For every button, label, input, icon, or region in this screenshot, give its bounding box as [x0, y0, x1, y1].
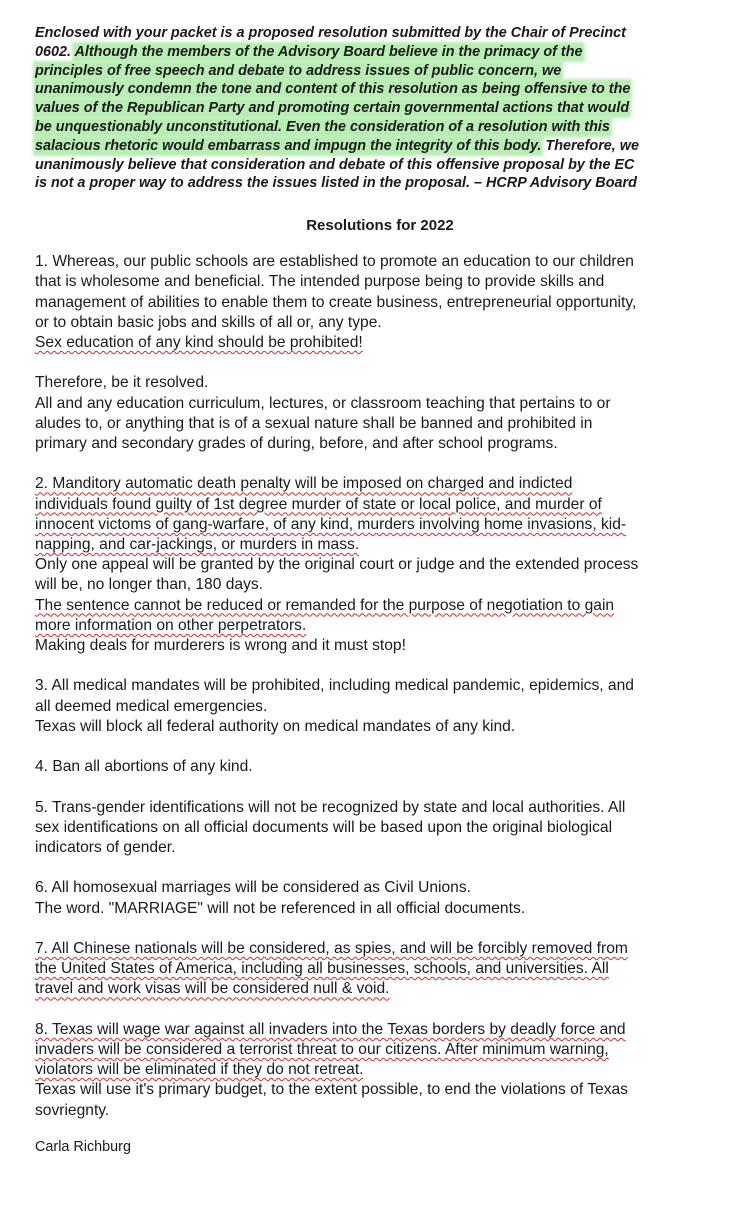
resolution-line: [35, 798, 725, 818]
highlighted-text: be unquestionably unconstitutional. Even the consideration of a resolution with this: [35, 118, 610, 135]
resolution-line: [35, 252, 725, 272]
resolution-text: 4. Ban all abortions of any kind.: [35, 758, 253, 776]
paragraph-gap: [35, 858, 725, 878]
resolution-line: [35, 939, 725, 959]
underlined-text: 2. Manditory automatic death penalty will be imposed on charged and indicted: [35, 475, 573, 493]
resolution-line: [35, 878, 725, 898]
resolution-line: [35, 717, 725, 737]
underlined-text: 8. Texas will wage war against all invaders into the Texas borders by deadly force and: [35, 1020, 626, 1038]
document-page: [35, 24, 725, 1155]
underlined-text: innocent victoms of gang-warfare, of any kind, murders involving home invasions, kid-: [35, 515, 627, 533]
resolution-text: The word. "MARRIAGE" will not be referenced in all official documents.: [35, 899, 526, 917]
resolution-line: [35, 818, 725, 838]
paragraph-gap: [35, 454, 725, 474]
highlighted-text: Although the members of the Advisory Board believe in the primacy of the: [74, 43, 583, 60]
resolution-line: [35, 555, 725, 575]
notice-line: [35, 24, 725, 43]
paragraph-gap: [35, 1000, 725, 1020]
resolution-text: Making deals for murderers is wrong and it must stop!: [35, 637, 406, 654]
resolution-text: 3. All medical mandates will be prohibited, including medical pandemic, epidemics, and: [35, 677, 634, 695]
notice-line: [35, 99, 725, 118]
notice-text: 0602.: [35, 43, 75, 60]
highlighted-text: salacious rhetoric would embarrass and impugn the integrity of this body.: [35, 137, 542, 154]
notice-line: [35, 43, 725, 62]
notice-text: Therefore, we: [541, 137, 639, 154]
underlined-text: 7. All Chinese nationals will be considered, as spies, and will be forcibly removed from: [35, 939, 628, 957]
resolution-line: [35, 293, 725, 313]
notice-line: [35, 118, 725, 137]
resolution-line: [35, 272, 725, 292]
notice-line: [35, 174, 725, 193]
resolution-line: [35, 495, 725, 515]
resolution-text: management of abilities to enable them to create business, entrepreneurial opportunity,: [35, 293, 637, 311]
resolution-text: that is wholesome and beneficial. The intended purpose being to provide skills and: [35, 273, 605, 291]
resolution-text: will be, no longer than, 180 days.: [35, 576, 263, 594]
resolution-line: [35, 515, 725, 535]
notice-line: [35, 62, 725, 81]
underlined-text: the United States of America, including all businesses, schools, and universities. All: [35, 960, 609, 978]
resolution-line: [35, 1020, 725, 1040]
resolution-text: or to obtain basic jobs and skills of all or, any type.: [35, 313, 382, 331]
resolution-line: [35, 636, 725, 656]
resolution-text: Therefore, be it resolved.: [35, 374, 209, 392]
resolution-line: [35, 313, 725, 333]
resolution-line: [35, 1101, 725, 1121]
underlined-text: napping, and car-jackings, or murders in mass.: [35, 535, 360, 553]
resolution-line: [35, 575, 725, 595]
resolution-text: 1. Whereas, our public schools are established to promote an education to our children: [35, 253, 634, 271]
resolution-text: primary and secondary grades of during, before, and after school programs.: [35, 434, 558, 452]
resolution-line: [35, 838, 725, 858]
resolution-line: [35, 535, 725, 555]
resolution-line: [35, 474, 725, 494]
resolutions-body: [35, 252, 725, 1121]
resolution-line: [35, 414, 725, 434]
resolution-text: aludes to, or anything that is of a sexual nature shall be banned and prohibited in: [35, 414, 593, 432]
resolution-text: Only one appeal will be granted by the original court or judge and the extended process: [35, 556, 639, 574]
resolution-text: 5. Trans-gender identifications will not be recognized by state and local authorities. All: [35, 798, 626, 816]
resolution-line: [35, 394, 725, 414]
resolution-line: [35, 899, 725, 919]
advisory-board-notice: [35, 24, 725, 193]
resolution-text: Texas will block all federal authority on medical mandates of any kind.: [35, 717, 516, 735]
notice-line: [35, 156, 725, 175]
underlined-text: invaders will be considered a terrorist threat to our citizens. After minimum warning,: [35, 1040, 609, 1058]
resolution-text: Texas will use it's primary budget, to the extent possible, to end the violations of Texas: [35, 1081, 628, 1099]
underlined-text: The sentence cannot be reduced or remanded for the purpose of negotiation to gain: [35, 596, 615, 614]
resolution-line: [35, 959, 725, 979]
resolution-text: All and any education curriculum, lectures, or classroom teaching that pertains to or: [35, 394, 611, 412]
paragraph-gap: [35, 656, 725, 676]
resolution-line: [35, 373, 725, 393]
resolution-line: [35, 596, 725, 616]
paragraph-gap: [35, 919, 725, 939]
resolution-line: [35, 1080, 725, 1100]
resolution-text: indicators of gender.: [35, 838, 176, 856]
resolution-line: [35, 979, 725, 999]
notice-text: Enclosed with your packet is a proposed resolution submitted by the Chair of Precinct: [35, 25, 626, 41]
highlighted-text: values of the Republican Party and promoting certain governmental actions that would: [35, 100, 630, 117]
resolution-line: [35, 1060, 725, 1080]
resolution-text: all deemed medical emergencies.: [35, 697, 268, 715]
resolution-line: [35, 333, 725, 353]
resolution-text: 6. All homosexual marriages will be considered as Civil Unions.: [35, 879, 471, 897]
resolution-text: sex identifications on all official documents will be based upon the original biological: [35, 818, 613, 836]
resolution-text: sovriegnty.: [35, 1101, 110, 1119]
underlined-text: individuals found guilty of 1st degree murder of state or local police, and murder of: [35, 495, 602, 513]
underlined-text: travel and work visas will be considered null & void.: [35, 980, 390, 998]
resolution-line: [35, 676, 725, 696]
underlined-text: violators will be eliminated if they do not retreat.: [35, 1061, 364, 1079]
signature: Carla Richburg: [35, 1138, 131, 1155]
resolution-line: [35, 616, 725, 636]
resolution-line: [35, 1040, 725, 1060]
paragraph-gap: [35, 777, 725, 797]
notice-line: [35, 137, 725, 156]
resolution-line: [35, 757, 725, 777]
notice-text: is not a proper way to address the issues listed in the proposal. – HCRP Advisory Board: [35, 175, 637, 192]
notice-line: [35, 80, 725, 99]
resolution-line: [35, 434, 725, 454]
paragraph-gap: [35, 737, 725, 757]
highlighted-text: unanimously condemn the tone and content of this resolution as being offensive to the: [35, 81, 631, 98]
underlined-text: more information on other perpetrators.: [35, 616, 307, 634]
paragraph-gap: [35, 353, 725, 373]
underlined-text: Sex education of any kind should be prohibited!: [35, 333, 363, 351]
notice-text: unanimously believe that consideration and debate of this offensive proposal by the EC: [35, 156, 635, 173]
resolution-line: [35, 697, 725, 717]
document-heading: Resolutions for 2022: [306, 217, 454, 235]
highlighted-text: principles of free speech and debate to address issues of public concern, we: [35, 62, 562, 79]
